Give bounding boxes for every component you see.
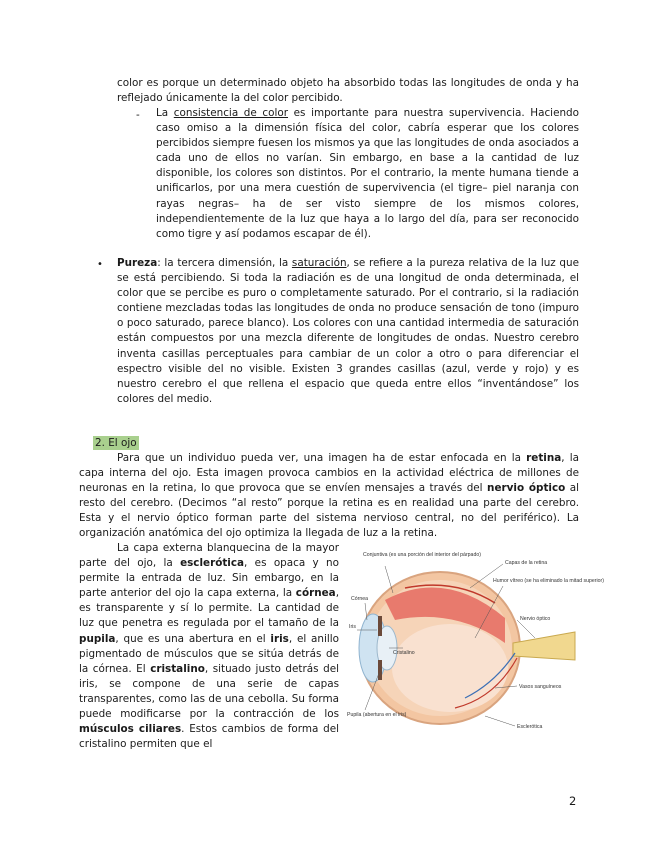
paragraph-text: : la tercera dimensión, la xyxy=(157,257,292,269)
paragraph-text: es importante para nuestra supervivencia. Haciendo caso omiso a la dimensión física del color, cabría esperar que los colores percibidos siempre fuesen los mismos ya que las longitudes de onda asociados a cada uno de ellos no varían. Sin embargo, en base a la cantidad de luz disponible, los colores son distintos. Por el contrario, la mente humana tiende a unificarlos, por una mera cuestión de supervivencia (el tigre– piel naranja con rayas negras– ha de ser visto siempre de los mismos colores, independientemente de la luz que haya a lo largo del día, para ser reconocido como tigre y así podamos escapar de él). xyxy=(156,107,579,240)
vitreous-humor xyxy=(392,624,508,712)
paragraph-text: color es porque un determinado objeto ha absorbido todas las longitudes de onda y ha reflejado únicamente la del color percibido. xyxy=(117,77,579,105)
label-nervio-optico: Nervio óptico xyxy=(520,616,551,622)
bold-term: músculos ciliares xyxy=(79,723,182,736)
bold-term: esclerótica xyxy=(180,557,245,570)
eye-anatomy-diagram xyxy=(345,548,604,738)
bold-term: Pureza xyxy=(117,257,158,269)
bold-term: pupila xyxy=(79,632,116,645)
label-capas-retina: Capas de la retina xyxy=(505,560,548,566)
label-cornea: Córnea xyxy=(351,596,369,602)
bold-term: nervio óptico xyxy=(487,482,566,495)
iris-lower xyxy=(378,660,382,680)
optic-nerve-shape xyxy=(513,632,575,660)
paragraph-text: , el anillo pigmentado de músculos que se sitúa detrás de la córnea. El xyxy=(79,632,339,675)
paragraph-eye-anatomy xyxy=(79,541,339,752)
label-vasos: Vasos sanguíneos xyxy=(519,684,562,690)
label-pupila: Pupila (abertura en el iris) xyxy=(347,712,407,718)
bold-term: iris xyxy=(270,632,289,645)
paragraph-text: . Estos cambios de forma del cristalino permiten que el xyxy=(79,723,339,751)
underlined-term: saturación xyxy=(291,257,347,269)
iris-upper xyxy=(378,616,382,636)
label-humor-vitreo: Humor vítreo (se ha eliminado la mitad superior) xyxy=(493,578,604,584)
paragraph-text: La xyxy=(156,107,174,119)
bold-term: cristalino xyxy=(150,662,205,675)
paragraph-color-absorption xyxy=(117,76,579,106)
underlined-term: consistencia de color xyxy=(173,107,289,119)
paragraph-text: , situado justo detrás del iris, se compone de una serie de capas transparentes, como las de una cebolla. Su forma puede modificarse por la contracción de los xyxy=(79,662,339,721)
bold-term: retina xyxy=(526,452,562,464)
paragraph-text: , se refiere a la pureza relativa de la luz que se está percibiendo. Si toda la radiación es de una longitud de onda determinada, el color que se percibe es puro o completamente saturado. Por el contrario, si la radiación contiene mezcladas todas las longitudes de onda no produce sensación de tono (impuro o poco saturado, parece blanco). Los colores con una cantidad intermedia de saturación están compuestos por una mezcla diferente de longitudes de ondas. Nuestro cerebro inventa casillas perceptuales para cambiar de un color a otro o para diferenciar el espectro visible del no visible. Existen 3 grandes casillas (azul, verde y rojo) y es nuestro cerebro el que rellena el espacio que queda entre ellos “inventándose” los colores del medio. xyxy=(117,257,579,405)
paragraph-text: , es transparente y sí lo permite. La cantidad de luz que penetra es regulada por el tamaño de la xyxy=(79,587,339,630)
paragraph-eye-intro xyxy=(79,451,579,542)
label-conjuntiva: Conjuntiva (es una porción del interior del párpado) xyxy=(363,552,481,558)
section-heading: 2. El ojo xyxy=(95,437,137,449)
paragraph-text: , que es una abertura en el xyxy=(115,632,271,645)
label-cristalino: Cristalino xyxy=(393,650,415,656)
label-iris: Iris xyxy=(349,624,356,630)
list-bullet: • xyxy=(97,259,103,270)
list-dash: - xyxy=(136,109,140,121)
paragraph-text: Para que un individuo pueda ver, una imagen ha de estar enfocada en la xyxy=(117,452,527,464)
bold-term: córnea xyxy=(295,587,336,600)
page-number: 2 xyxy=(569,794,577,808)
label-esclerotica: Esclerótica xyxy=(517,724,543,730)
paragraph-text: , la capa interna del ojo. Esta imagen provoca cambios en la actividad eléctrica de millones de neuronas en la retina, lo que provoca que se envíen mensajes a través del xyxy=(79,452,579,495)
paragraph-color-consistency xyxy=(156,106,579,242)
paragraph-purity xyxy=(117,256,579,407)
paragraph-text: La capa externa blanquecina de la mayor parte del ojo, la xyxy=(79,542,339,570)
paragraph-text: , es opaca y no permite la entrada de luz. Sin embargo, en la parte anterior del ojo la capa externa, la xyxy=(79,557,339,600)
paragraph-text: al resto del cerebro. (Decimos “al resto” porque la retina es en realidad una parte del cerebro. Esta y el nervio óptico forman parte del sistema nervioso central, no del periférico). La organización anatómica del ojo optimiza la llegada de luz a la retina. xyxy=(79,482,580,540)
